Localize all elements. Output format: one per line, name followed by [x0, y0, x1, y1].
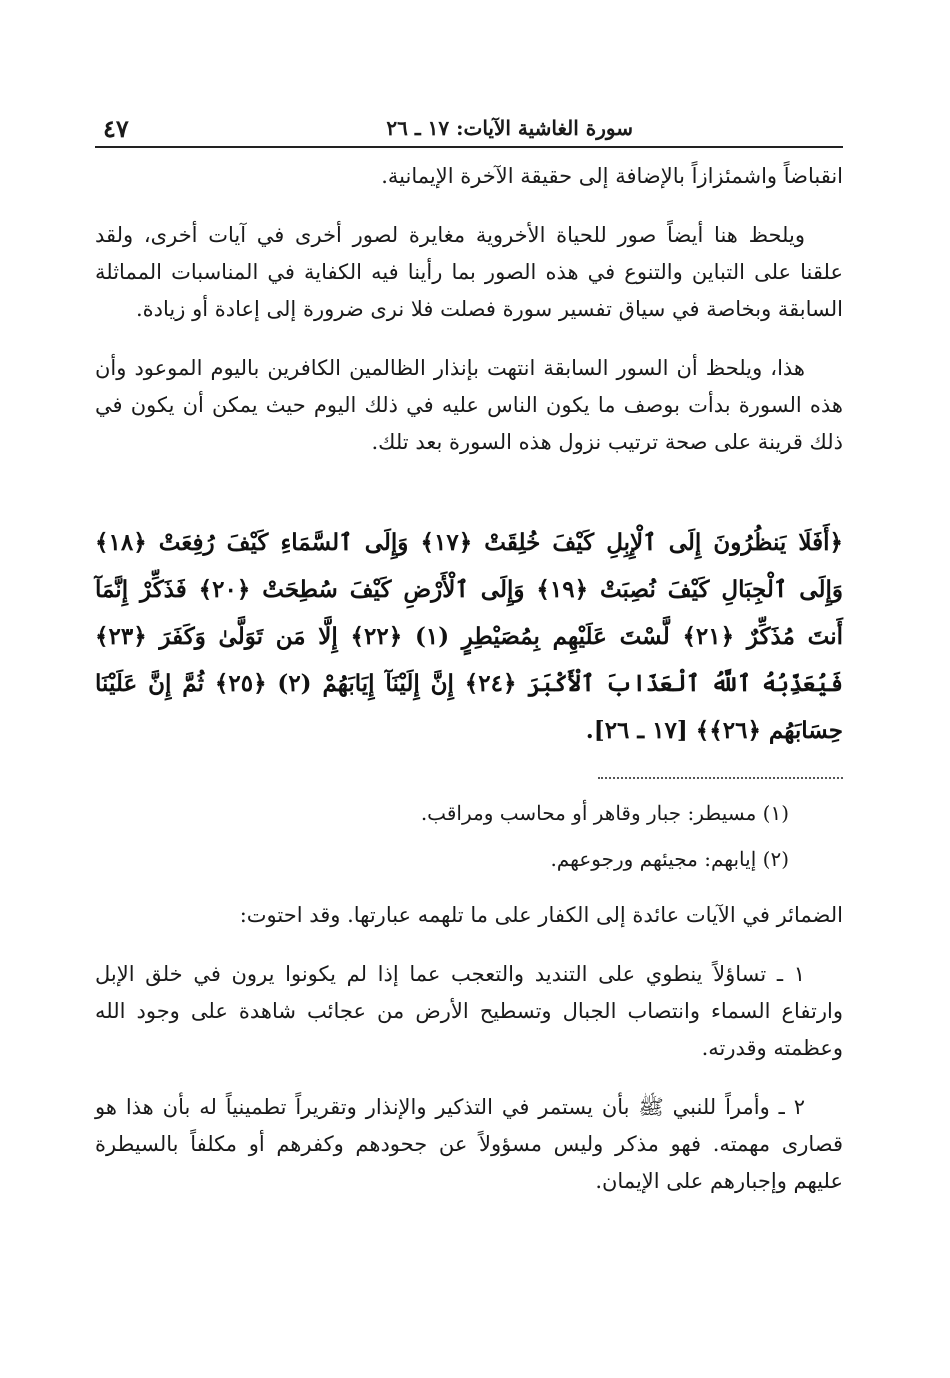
- page-number: ٤٧: [103, 114, 129, 143]
- running-title: سورة الغاشية الآيات: ١٧ ـ ٢٦: [386, 116, 633, 140]
- paragraph-surah-order: هذا، ويلحظ أن السور السابقة انتهت بإنذار الظالمين الكافرين باليوم الموعود وأن هذه السورة بدأت بوصف ما يكون الناس عليه في ذلك اليوم حيث يمكن أن يكون في ذلك قرينة على صحة ترتيب نزول هذه السورة بعد تلك.: [95, 356, 843, 454]
- footnote-2: (٢) إيابهم: مجيئهم ورجوعهم.: [550, 847, 789, 871]
- paragraph-point-2: ٢ ـ وأمراً للنبي ﷺ بأن يستمر في التذكير والإنذار وتقريراً تطمينياً له بأن هذا هو قصارى مهمته. فهو مذكر وليس مسؤولاً عن جحودهم وكفرهم أو مكلفاً بالسيطرة عليهم وإجبارهم على الإيمان.: [95, 1095, 843, 1193]
- paragraph-afterlife-images: ويلحظ هنا أيضاً صور للحياة الأخروية مغايرة لصور أخرى في آيات أخرى، ولقد علقنا على التباين والتنوع في هذه الصور بما رأينا فيه الكفاية في المناسبات المماثلة السابقة وبخاصة في سياق تفسير سورة فصلت فلا نرى ضرورة إلى إعادة أو زيادة.: [95, 223, 843, 321]
- footnote-1: (١) مسيطر: جبار وقاهر أو محاسب ومراقب.: [420, 801, 789, 825]
- footnote-separator: [598, 777, 843, 779]
- paragraph-pronouns: الضمائر في الآيات عائدة إلى الكفار على ما تلهمه عبارتها. وقد احتوت:: [239, 903, 843, 927]
- paragraph-point-1: ١ ـ تساؤلاً ينطوي على التنديد والتعجب عما إذا لم يكونوا يرون في خلق الإبل وارتفاع السماء وانتصاب الجبال وتسطيح الأرض من عجائب شاهدة على وجود الله وعظمته وقدرته.: [95, 962, 843, 1060]
- quran-verses: ﴿أَفَلَا يَنظُرُونَ إِلَى ٱلْإِبِلِ كَيْفَ خُلِقَتْ ﴿١٧﴾ وَإِلَى ٱلسَّمَاءِ كَيْفَ رُفِعَتْ ﴿١٨﴾ وَإِلَى ٱلْجِبَالِ كَيْفَ نُصِبَتْ ﴿١٩﴾ وَإِلَى ٱلْأَرْضِ كَيْفَ سُطِحَتْ ﴿٢٠﴾ فَذَكِّرْ إِنَّمَآ أَنتَ مُذَكِّرٌ ﴿٢١﴾ لَّسْتَ عَلَيْهِم بِمُصَيْطِرٍ (١) ﴿٢٢﴾ إِلَّا مَن تَوَلَّىٰ وَكَفَرَ ﴿٢٣﴾ فَيُعَذِّبُهُ ٱللَّهُ ٱلْعَذَابَ ٱلْأَكْبَرَ ﴿٢٤﴾ إِنَّ إِلَيْنَآ إِيَابَهُمْ (٢) ﴿٢٥﴾ ثُمَّ إِنَّ عَلَيْنَا حِسَابَهُم ﴿٢٦﴾﴾ [١٧ ـ ٢٦].: [95, 529, 844, 744]
- footnotes: [95, 797, 843, 875]
- page-header: [95, 112, 843, 148]
- paragraph-continuation: انقباضاً واشمئزازاً بالإضافة إلى حقيقة الآخرة الإيمانية.: [381, 164, 843, 188]
- document-page: [95, 112, 843, 1200]
